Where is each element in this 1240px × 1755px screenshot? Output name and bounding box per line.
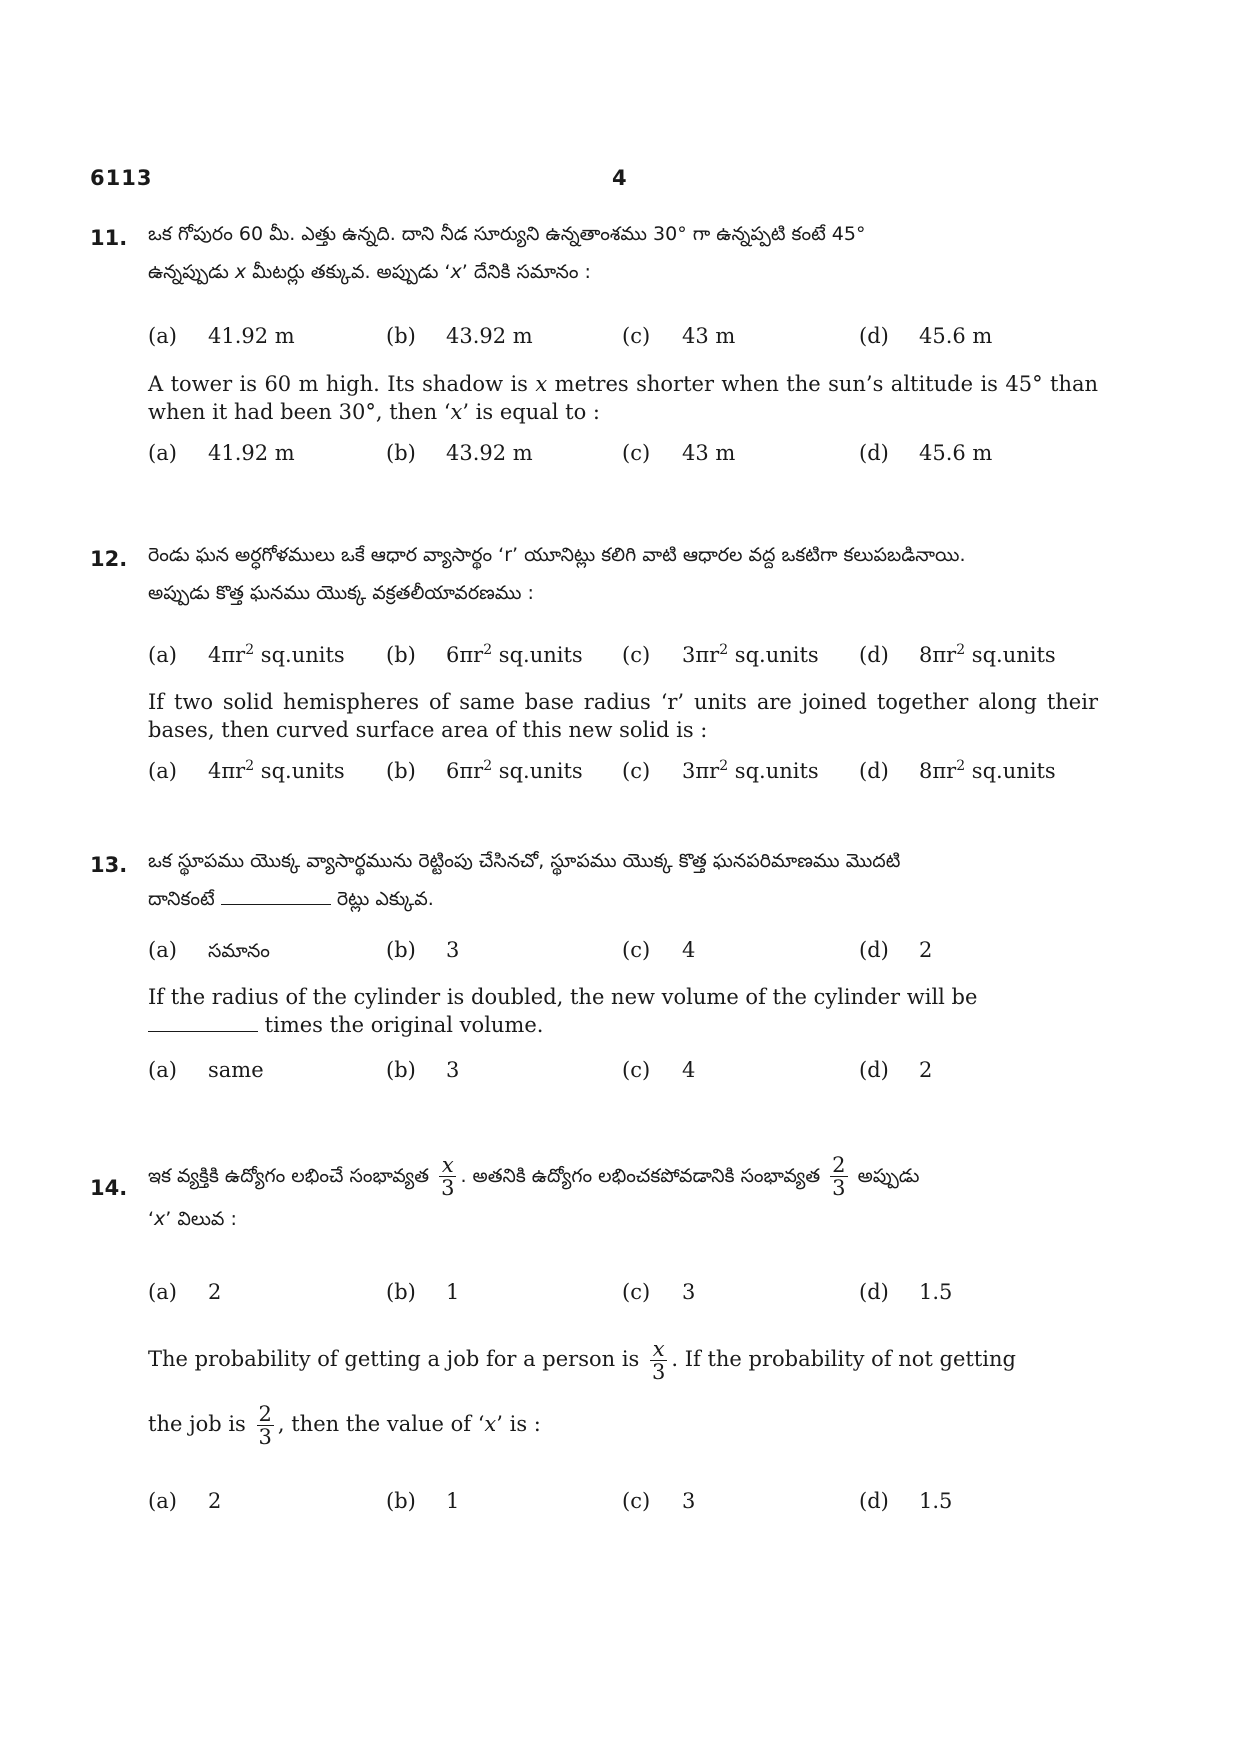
- option-c[interactable]: (c) 43 m: [622, 324, 736, 348]
- option-a[interactable]: (a) 2: [148, 1489, 222, 1513]
- option-d[interactable]: (d) $8\pi r^2$ sq.units: [859, 758, 1056, 783]
- option-d[interactable]: (d) $8\pi r^2$ sq.units: [859, 642, 1056, 667]
- option-a[interactable]: (a) same: [148, 1058, 264, 1082]
- options-english: [148, 1489, 1098, 1519]
- option-c[interactable]: (c) $3\pi r^2$ sq.units: [622, 642, 819, 667]
- question-number: 12.: [90, 547, 128, 571]
- option-d[interactable]: (d) 1.5: [859, 1489, 953, 1513]
- options-telugu: [148, 938, 1098, 968]
- fraction-x-over-3: $\frac{x}{3}$: [441, 1153, 455, 1200]
- options-english: [148, 758, 1098, 788]
- option-b[interactable]: (b) $6\pi r^2$ sq.units: [386, 758, 583, 783]
- question-number: 14.: [90, 1176, 128, 1200]
- options-english: [148, 1058, 1098, 1088]
- fraction-x-over-3: $\frac{x}{3}$: [651, 1337, 666, 1384]
- option-b[interactable]: (b) 43.92 m: [386, 441, 533, 465]
- paper-code: 6113: [90, 166, 153, 190]
- question-text-english: If two solid hemispheres of same base radius ‘r’ units are joined together along their bases, then curved surface area of this new solid is :: [148, 690, 1098, 742]
- option-d[interactable]: (d) 45.6 m: [859, 441, 993, 465]
- option-b[interactable]: (b) 3: [386, 1058, 460, 1082]
- question-text-english: The probability of getting a job for a person is $\frac{x}{3}$ . If the probability of not getting the job is $\frac{2}{3}$ , then the value of ‘x’ is :: [148, 1337, 1016, 1449]
- question-number: 13.: [90, 853, 128, 877]
- option-d[interactable]: (d) 2: [859, 1058, 933, 1082]
- option-a[interactable]: (a) 41.92 m: [148, 324, 295, 348]
- option-d[interactable]: (d) 1.5: [859, 1280, 953, 1304]
- option-a[interactable]: (a) $4\pi r^2$ sq.units: [148, 642, 345, 667]
- options-telugu: [148, 642, 1098, 672]
- option-b[interactable]: (b) $6\pi r^2$ sq.units: [386, 642, 583, 667]
- options-telugu: [148, 1280, 1098, 1310]
- option-c[interactable]: (c) 3: [622, 1489, 696, 1513]
- option-b[interactable]: (b) 1: [386, 1280, 460, 1304]
- option-b[interactable]: (b) 43.92 m: [386, 324, 533, 348]
- question-text-english: If the radius of the cylinder is doubled, the new volume of the cylinder will be times the original volume.: [148, 985, 978, 1037]
- option-a[interactable]: (a) $4\pi r^2$ sq.units: [148, 758, 345, 783]
- question-text-telugu: ఇక వ్యక్తికి ఉద్యోగం లభించే సంభావ్యత $\frac{x}{3}$ . అతనికి ఉద్యోగం లభించకపోవడానికి సంభావ్యత $\frac{2}{3}$ అప్పుడు ‘x’ విలువ :: [148, 1153, 920, 1230]
- option-c[interactable]: (c) 4: [622, 1058, 696, 1082]
- option-c[interactable]: (c) 43 m: [622, 441, 736, 465]
- option-d[interactable]: (d) 2: [859, 938, 933, 962]
- question-text-telugu: ఒక స్థూపము యొక్క వ్యాసార్థమును రెట్టింపు చేసినచో, స్థూపము యొక్క కొత్త ఘనపరిమాణము మొదటి దానికంటే రెట్లు ఎక్కువ.: [148, 850, 901, 910]
- options-english: [148, 441, 1098, 471]
- option-a[interactable]: (a) 2: [148, 1280, 222, 1304]
- option-c[interactable]: (c) 4: [622, 938, 696, 962]
- question-text-telugu: రెండు ఘన అర్ధగోళములు ఒకే ఆధార వ్యాసార్థం ‘r’ యూనిట్లు కలిగి వాటి ఆధారల వద్ద ఒకటిగా కలుపబడినాయి. అప్పుడు కొత్త ఘనము యొక్క వక్రతలీయావరణము :: [148, 544, 966, 604]
- question-text-telugu: ఒక గోపురం 60 మీ. ఎత్తు ఉన్నది. దాని నీడ సూర్యుని ఉన్నతాంశము 30° గా ఉన్నప్పటి కంటే 45° ఉన్నప్పుడు x మీటర్లు తక్కువ. అప్పుడు ‘x’ దేనికి సమానం :: [148, 223, 866, 283]
- option-d[interactable]: (d) 45.6 m: [859, 324, 993, 348]
- option-b[interactable]: (b) 3: [386, 938, 460, 962]
- answer-blank: [148, 1013, 258, 1032]
- option-c[interactable]: (c) $3\pi r^2$ sq.units: [622, 758, 819, 783]
- question-number: 11.: [90, 226, 128, 250]
- page-number: 4: [612, 166, 628, 190]
- answer-blank: [221, 886, 331, 905]
- fraction-2-over-3: $\frac{2}{3}$: [258, 1402, 272, 1449]
- option-a[interactable]: (a) 41.92 m: [148, 441, 295, 465]
- options-telugu: [148, 324, 1098, 354]
- option-b[interactable]: (b) 1: [386, 1489, 460, 1513]
- option-c[interactable]: (c) 3: [622, 1280, 696, 1304]
- question-text-english: A tower is 60 m high. Its shadow is x metres shorter when the sun’s altitude is 45° than when it had been 30°, then ‘x’ is equal to :: [148, 372, 1099, 424]
- option-a[interactable]: (a) సమానం: [148, 938, 270, 962]
- fraction-2-over-3: $\frac{2}{3}$: [832, 1153, 846, 1200]
